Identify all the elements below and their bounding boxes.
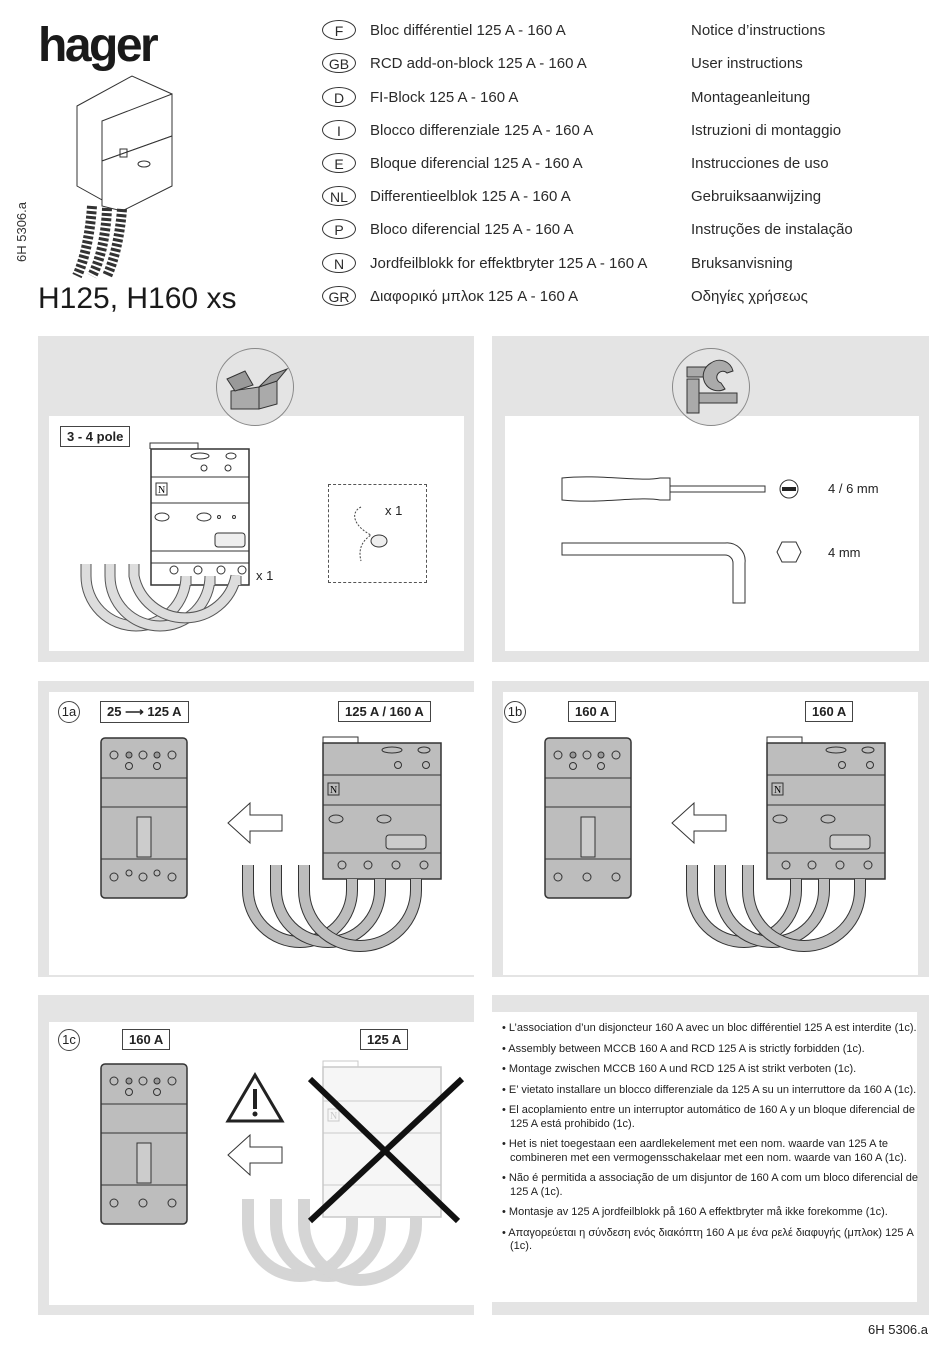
language-row-d xyxy=(322,84,811,110)
step-number: 1a xyxy=(58,701,80,723)
step-1a-panel xyxy=(38,681,474,977)
rcd-block-drawing xyxy=(238,735,458,975)
hex-socket-icon xyxy=(776,541,802,563)
screwdriver-size: 4 / 6 mm xyxy=(828,481,879,496)
language-row-i xyxy=(322,117,842,143)
lang-code: F xyxy=(322,20,356,40)
warning-item-no: • Montasje av 125 A jordfeilblokk på 160 A effektbryter må ikke forekomme (1c). xyxy=(502,1206,888,1218)
package-contents-panel xyxy=(38,336,474,662)
lang-title: Jordfeilblokk for effektbryter 125 A - 160 A xyxy=(370,254,648,272)
language-row-n xyxy=(322,250,793,276)
step-number: 1c xyxy=(58,1029,80,1051)
warning-item-fr: • L’association d’un disjoncteur 160 A avec un bloc différentiel 125 A est interdite (1c). xyxy=(502,1022,917,1034)
language-row-gb xyxy=(322,50,803,76)
warning-item-de: • Montage zwischen MCCB 160 A und RCD 125 A ist strikt verboten (1c). xyxy=(502,1063,857,1075)
lang-code: NL xyxy=(322,186,356,206)
svg-text:N: N xyxy=(330,785,338,796)
language-row-p xyxy=(322,216,853,242)
lang-doc: Instrucciones de uso xyxy=(691,154,829,172)
svg-text:N: N xyxy=(774,785,782,796)
screwdriver-icon xyxy=(560,474,775,504)
lang-title: Bloque diferencial 125 A - 160 A xyxy=(370,154,583,172)
rcd-rating-label: 125 A / 160 A xyxy=(338,701,431,722)
tools-panel xyxy=(492,336,929,662)
lang-doc: Montageanleitung xyxy=(691,88,811,106)
seal-item-box xyxy=(328,484,427,583)
step-1b-panel xyxy=(492,681,929,977)
lang-code: E xyxy=(322,153,356,173)
language-row-gr xyxy=(322,283,808,309)
hex-key-icon xyxy=(560,541,760,611)
seal-quantity: x 1 xyxy=(385,503,403,518)
lang-doc: Istruzioni di montaggio xyxy=(691,121,842,139)
warning-item-it: • E’ vietato installare un blocco differenziale da 125 A su un interruttore da 160 A (1c). xyxy=(502,1083,917,1096)
lang-code: GR xyxy=(322,286,356,306)
pole-label: 3 - 4 pole xyxy=(60,426,130,447)
open-box-icon xyxy=(216,348,294,426)
doc-ref-vertical: 6H 5306.a xyxy=(14,202,29,262)
lang-code: N xyxy=(322,253,356,273)
breaker-rating-label: 25 ⟶ 125 A xyxy=(100,701,189,723)
step-number: 1b xyxy=(504,701,526,723)
lang-doc: Gebruiksaanwijzing xyxy=(691,187,822,205)
breaker-rating-label: 160 A xyxy=(122,1029,170,1050)
lang-code: P xyxy=(322,219,356,239)
wrench-hammer-icon xyxy=(672,348,750,426)
brand-logo: hager xyxy=(38,19,157,72)
lang-title: RCD add-on-block 125 A - 160 A xyxy=(370,54,587,72)
lang-title: Blocco differenziale 125 A - 160 A xyxy=(370,121,594,139)
lang-doc: Notice d’instructions xyxy=(691,21,826,39)
svg-text:N: N xyxy=(330,1111,338,1122)
mccb-breaker-drawing xyxy=(100,1063,190,1228)
svg-text:N: N xyxy=(158,485,166,496)
lang-doc: Instruções de instalação xyxy=(691,220,853,238)
rcd-block-illustration xyxy=(62,76,192,276)
step-1c-panel xyxy=(38,995,474,1315)
warning-item-nl: • Het is niet toegestaan een aardlekelement met een nom. waarde van 125 A te combineren met een vermogensschakelaar met een nom. waarde van 160 A (1c). xyxy=(502,1138,907,1164)
warning-list xyxy=(500,1022,920,1261)
language-row-f xyxy=(322,17,826,43)
warning-item-pt: • Não é permitida a associação de um disjuntor de 160 A com um bloco diferencial de 125 A (1c). xyxy=(502,1172,918,1198)
flat-screw-slot-icon xyxy=(778,478,800,500)
warning-item-es: • El acoplamiento entre un interruptor automático de 160 A y un bloque diferencial de 125 A está prohibido (1c). xyxy=(502,1104,915,1130)
lang-code: D xyxy=(322,87,356,107)
breaker-rating-label: 160 A xyxy=(568,701,616,722)
mccb-breaker-drawing xyxy=(100,737,190,902)
mccb-breaker-drawing xyxy=(544,737,634,902)
footer-doc-ref: 6H 5306.a xyxy=(868,1322,928,1337)
rcd-block-drawing xyxy=(78,441,258,611)
language-row-e xyxy=(322,150,829,176)
lang-doc: Bruksanvisning xyxy=(691,254,793,272)
cross-icon xyxy=(306,1075,466,1225)
rcd-rating-label: 160 A xyxy=(805,701,853,722)
hex-key-size: 4 mm xyxy=(828,545,861,560)
lang-code: GB xyxy=(322,53,356,73)
lang-title: Bloc différentiel 125 A - 160 A xyxy=(370,21,566,39)
language-row-nl xyxy=(322,183,822,209)
lang-doc: User instructions xyxy=(691,54,803,72)
model-title: H125, H160 xs xyxy=(38,282,237,315)
lang-doc: Οδηγίες χρήσεως xyxy=(691,287,808,305)
block-quantity: x 1 xyxy=(256,568,274,583)
lang-title: Differentieelblok 125 A - 160 A xyxy=(370,187,571,205)
lang-title: Διαφορικό μπλοκ 125 A - 160 A xyxy=(370,287,579,305)
warning-item-gr: • Απαγορεύεται η σύνδεση ενός διακόπτη 160 A με ένα ρελέ διαφυγής (μπλοκ) 125 A (1c). xyxy=(502,1226,914,1252)
lang-title: Bloco diferencial 125 A - 160 A xyxy=(370,220,574,238)
rcd-rating-label: 125 A xyxy=(360,1029,408,1050)
lang-title: FI-Block 125 A - 160 A xyxy=(370,88,519,106)
rcd-block-drawing xyxy=(682,735,902,975)
warning-item-en: • Assembly between MCCB 160 A and RCD 125 A is strictly forbidden (1c). xyxy=(502,1042,865,1055)
lang-code: I xyxy=(322,120,356,140)
